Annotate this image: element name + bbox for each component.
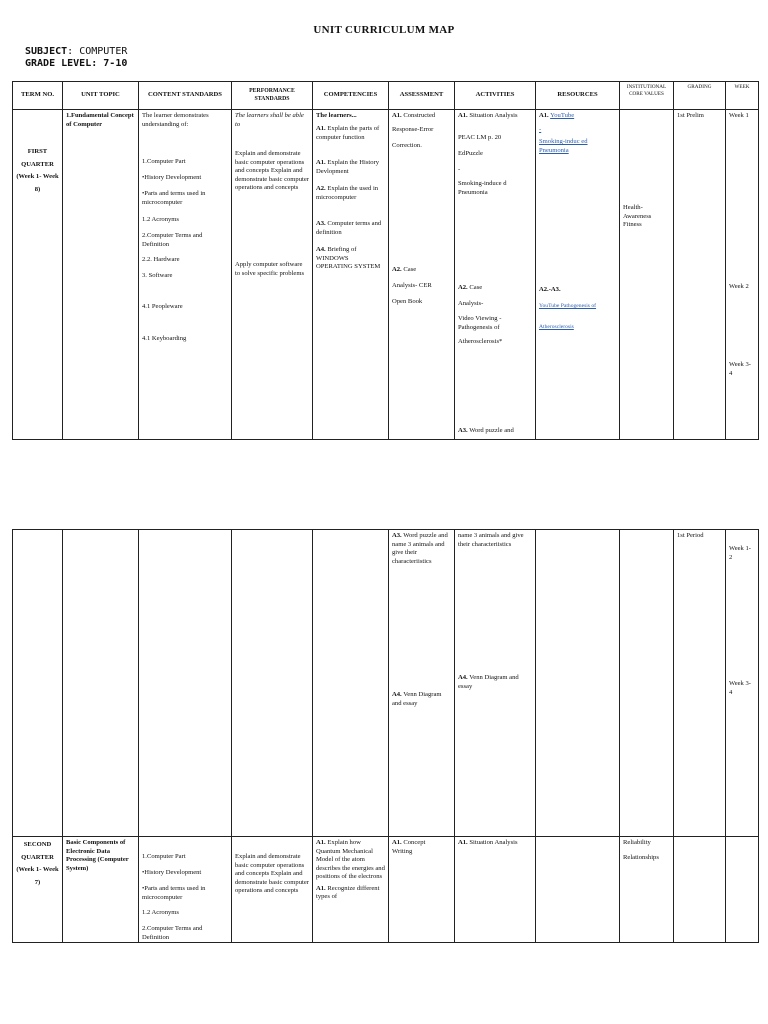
header-resources: RESOURCES [536, 82, 620, 110]
activity-line: - [458, 166, 461, 173]
performance-standards-cell [232, 110, 313, 440]
performance-intro: The learners shall be able to [235, 112, 304, 128]
resources-cell [536, 837, 620, 943]
assessment-item [392, 691, 442, 708]
assessment-line: Response-Error [392, 126, 434, 133]
content-standards-cell [139, 110, 232, 440]
activity-line: Analysis- [458, 300, 484, 307]
activity-line: PEAC LM p. 20 [458, 134, 502, 141]
term-cell [13, 110, 63, 440]
activities-cell [455, 530, 536, 837]
competency-label: A3. [316, 220, 326, 227]
activity-line: EdPuzzle [458, 150, 483, 157]
header-week: WEEK [726, 82, 759, 110]
competency-text: Computer terms and definition [316, 220, 382, 236]
header-performance-standards: PERFORMANCE STANDARDS [232, 82, 313, 110]
content-item: 2.Computer Terms and Definition [142, 925, 203, 941]
competency-item [316, 185, 386, 202]
activity-item [458, 112, 532, 121]
week-text: Week 2 [729, 283, 749, 290]
competency-item [316, 125, 386, 142]
assessment-label: A1. [392, 112, 402, 119]
activity-item [458, 674, 528, 691]
grade-line [25, 58, 127, 69]
header-competencies: COMPETENCIES [313, 82, 389, 110]
header-grading: GRADING [674, 82, 726, 110]
content-item: 1.2 Acronyms [142, 216, 179, 223]
competency-label: A4. [316, 246, 326, 253]
performance-standards-cell [232, 837, 313, 943]
assessment-label: A3. [392, 532, 402, 539]
activity-line: Smoking-induce d Pneumonia [458, 180, 507, 196]
activity-item [458, 839, 518, 848]
content-item: •History Development [142, 869, 202, 876]
grading-cell [674, 110, 726, 440]
resources-cell [536, 530, 620, 837]
assessment-text: Venn Diagram and essay [392, 691, 442, 707]
week-cell [726, 110, 759, 440]
curriculum-table-second [12, 529, 759, 943]
header-content-standards: CONTENT STANDARDS [139, 82, 232, 110]
activity-line: Atherosclerosis* [458, 338, 503, 345]
smoking-pneumonia-link[interactable]: Smoking-induc ed Pneumonia [539, 138, 588, 154]
assessment-item [392, 112, 451, 121]
week-text: Week 3-4 [729, 680, 751, 696]
activity-item [458, 284, 482, 293]
competency-item [316, 220, 386, 237]
page-title: UNIT CURRICULUM MAP [313, 24, 455, 36]
assessment-line: Correction. [392, 142, 422, 149]
core-values-cell [620, 837, 674, 943]
activity-line: Video Viewing - Pathogenesis of [458, 315, 502, 331]
resource-item [539, 112, 616, 121]
header-assessment: ASSESSMENT [389, 82, 455, 110]
activity-label: A4. [458, 674, 468, 681]
term-cell [13, 530, 63, 837]
activity-item [458, 427, 514, 436]
core-values-text: Reliability [623, 839, 651, 846]
assessment-item [392, 532, 450, 566]
content-item: 3. Software [142, 272, 173, 279]
competency-text: Briefing of WINDOWS OPERATING SYSTEM [316, 246, 381, 271]
competency-text: Explain the used in microcomputer [316, 185, 379, 201]
assessment-line: Analysis- CER [392, 282, 432, 289]
content-item: •Parts and terms used in microcomputer [142, 885, 206, 901]
header-activities: ACTIVITIES [455, 82, 536, 110]
subject-line [25, 46, 127, 57]
assessment-label: A4. [392, 691, 402, 698]
resource-label: A1. [539, 112, 549, 119]
competencies-cell [313, 110, 389, 440]
grading-cell [674, 530, 726, 837]
term-text: FIRST QUARTER (Week 1- Week 8) [16, 148, 59, 193]
competency-label: A1. [316, 159, 326, 166]
grading-text: 1st Prelim [677, 112, 704, 119]
subject-value: : COMPUTER [67, 46, 128, 57]
assessment-label: A1. [392, 839, 402, 846]
term-text: SECOND QUARTER (Week 1- Week 7) [16, 841, 59, 886]
activities-cell [455, 110, 536, 440]
performance-standards-cell [232, 530, 313, 837]
content-item: 1.Computer Part [142, 853, 186, 860]
grade-label: GRADE LEVEL [25, 58, 92, 69]
youtube-link[interactable]: YouTube [550, 112, 575, 119]
resource-dash: - [539, 126, 542, 133]
content-item: 4.1 Keyboarding [142, 335, 187, 342]
unit-topic-cell [63, 837, 139, 943]
core-values-cell [620, 530, 674, 837]
unit-topic-text: 1.Fundamental Concept of Computer [66, 112, 134, 128]
term-cell [13, 837, 63, 943]
activity-text: Situation Analysis [467, 112, 518, 119]
assessment-line: Open Book [392, 298, 423, 305]
content-item: 4.1 Peopleware [142, 303, 183, 310]
header-unit-topic: UNIT TOPIC [63, 82, 139, 110]
competencies-head: The learners... [316, 112, 357, 119]
performance-block: Explain and demonstrate basic computer operations and concepts Explain and demonstrate basic computer operations and concepts [235, 150, 309, 192]
competency-label: A1. [316, 125, 326, 132]
content-intro: The learner demonstrates understanding of: [142, 112, 209, 128]
competency-item [316, 885, 385, 902]
core-values-text: Health-Awareness Fitness [623, 204, 652, 229]
competency-text: Explain the History Devlopment [316, 159, 380, 175]
youtube-pathogenesis-link[interactable]: YouTube Pathogenesis of [539, 303, 597, 309]
activity-label: A2. [458, 284, 468, 291]
activity-label: A3. [458, 427, 468, 434]
assessment-cell [389, 530, 455, 837]
competency-label: A1. [316, 839, 326, 846]
grading-cell [674, 837, 726, 943]
assessment-cell [389, 837, 455, 943]
content-item: •Parts and terms used in microcomputer [142, 190, 206, 206]
content-item: 1.Computer Part [142, 158, 186, 165]
header-term: TERM NO. [13, 82, 63, 110]
competency-item [316, 159, 386, 176]
content-standards-cell [139, 530, 232, 837]
activity-text: Venn Diagram and essay [458, 674, 519, 690]
assessment-label: A2. [392, 266, 402, 273]
competency-text: Recognize different types of [316, 884, 380, 901]
performance-block: Explain and demonstrate basic computer operations and concepts Explain and demonstrate basic computer operations and concepts [235, 853, 309, 895]
competencies-cell [313, 837, 389, 943]
assessment-text: Case [401, 266, 417, 273]
content-item: •History Development [142, 174, 202, 181]
activity-text: Situation Analysis [467, 839, 518, 846]
performance-block: Apply computer software to solve specific problems [235, 261, 305, 277]
header-core-values: INSTITUTIONAL CORE VALUES [620, 82, 674, 110]
week-text: Week 1-2 [729, 545, 751, 561]
assessment-item [392, 839, 442, 856]
core-values-cell [620, 110, 674, 440]
competencies-cell [313, 530, 389, 837]
unit-topic-cell [63, 110, 139, 440]
assessment-text: Concept Writing [392, 839, 426, 855]
week-cell [726, 837, 759, 943]
resource-label: A2.-A3. [539, 286, 561, 293]
competency-text: Explain how Quantum Mechanical Model of the atom describes the energies and positions of the electrons [316, 839, 385, 881]
grading-text: 1st Period [677, 532, 704, 539]
competency-item [316, 246, 386, 272]
competency-item [316, 839, 385, 882]
week-text: Week 1 [729, 112, 749, 119]
content-item: 1.2 Acronyms [142, 909, 179, 916]
unit-topic-text: Basic Components of Electronic Data Processing (Computer System) [66, 839, 129, 872]
resources-cell [536, 110, 620, 440]
subject-label: SUBJECT [25, 46, 68, 57]
content-item: 2.Computer Terms and Definition [142, 232, 203, 248]
activity-label: A1. [458, 839, 468, 846]
content-item: 2.2. Hardware [142, 256, 180, 263]
activity-text: Word puzzle and [467, 427, 514, 434]
competency-label: A2. [316, 185, 326, 192]
competency-text: Explain the parts of computer function [316, 125, 380, 141]
atherosclerosis-link[interactable]: Atherosclerosis [539, 324, 574, 330]
week-cell [726, 530, 759, 837]
content-standards-cell [139, 837, 232, 943]
activity-label: A1. [458, 112, 468, 119]
week-text: Week 3-4 [729, 361, 751, 377]
core-values-text: Relationships [623, 853, 659, 861]
assessment-cell [389, 110, 455, 440]
assessment-text: Word puzzle and name 3 animals and give their characteriistics [392, 532, 448, 565]
competency-label: A1. [316, 884, 326, 892]
activities-cell [455, 837, 536, 943]
assessment-item [392, 266, 416, 275]
curriculum-table-first [12, 81, 759, 440]
assessment-text: Constructed [401, 112, 436, 119]
activity-text: Case [467, 284, 483, 291]
unit-topic-cell [63, 530, 139, 837]
grade-value: : 7-10 [91, 58, 128, 69]
activity-line: name 3 animals and give their characteriistics [458, 532, 524, 548]
